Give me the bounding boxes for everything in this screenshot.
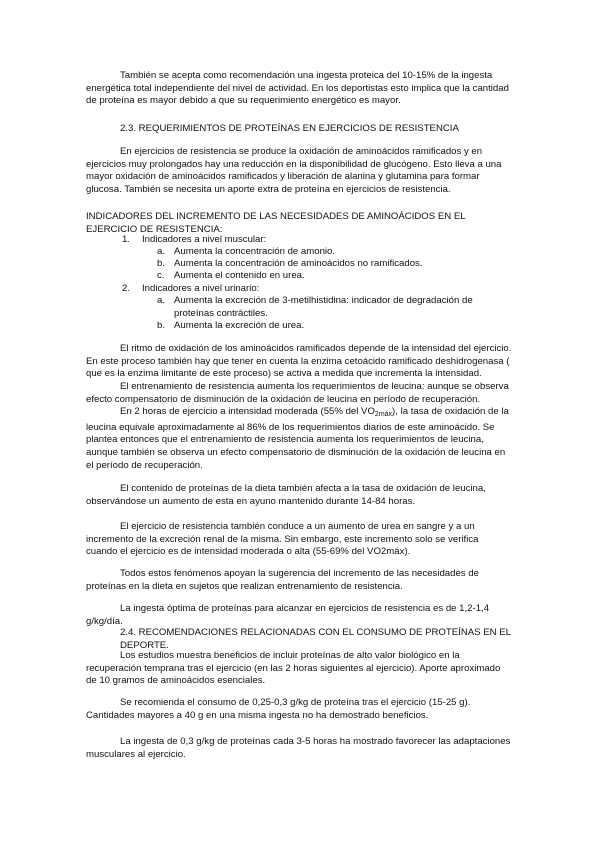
list-subitem: Aumenta la concentración de aminoácidos no ramificados. — [174, 258, 423, 269]
list-letter: b. — [157, 258, 166, 269]
paragraph-early-recovery: Los estudios muestra beneficios de incluir proteínas de alto valor biológico en la recuperación temprana tras el ejercicio (en las 2 horas siguientes al ejercicio). Aporte aproximado de 10 gramos de aminoácidos esenciales. — [86, 650, 501, 687]
paragraph-urea: El ejercicio de resistencia también conduce a un aumento de urea en sangre y a un incremento de la excreción renal de la misma. Sin embargo, este incremento solo se verifica cuando el ejercicio es de intensidad moderada o alta (55-69% del VO2máx). — [86, 521, 479, 558]
paragraph-protein-intake: También se acepta como recomendación una ingesta proteica del 10-15% de la ingesta energética total independiente del nivel de actividad. En los deportistas esto implica que la cantidad de proteína es mayor debido a que su requerimiento energético es mayor. — [86, 70, 509, 107]
list-letter: a. — [157, 246, 166, 257]
list-letter: c. — [157, 270, 165, 281]
list-number: 2. — [122, 283, 131, 294]
list-subitem: Aumenta la excreción de urea. — [174, 320, 305, 331]
list-letter: a. — [157, 295, 166, 306]
paragraph-leucine-training: El entrenamiento de resistencia aumenta los requerimientos de leucina: aunque se observa efecto compensatorio de disminución de la oxidación de leucina en período de recuperación. — [86, 381, 509, 405]
list-letter: b. — [157, 320, 166, 331]
list-item-urinary: Indicadores a nivel urinario: — [142, 283, 260, 294]
heading-2-4: 2.4. RECOMENDACIONES RELACIONADAS CON EL CONSUMO DE PROTEÍNAS EN EL DEPORTE. — [120, 627, 511, 651]
paragraph-support: Todos estos fenómenos apoyan la sugerencia del incremento de las necesidades de proteínas en la dieta en sujetos que realizan entrenamiento de resistencia. — [86, 568, 479, 592]
paragraph-oxidation-rhythm: El ritmo de oxidación de los aminoácidos ramificados depende de la intensidad del ejercicio. En este proceso también hay que tener en cuenta la enzima cetoácido ramificado deshidrogenasa ( que es la enzima limitante de este proceso) se activa a medida que incrementa la intensidad. — [86, 343, 512, 380]
paragraph-leucine-oxidation: En 2 horas de ejercicio a intensidad moderada (55% del $VO_{2máx}$), la tasa de oxidación de la leucina equivale aproximadamente al 86% de los requerimientos diarios de este aminoácido. Se plantea entonces que el entrenamiento de resistencia aumenta los requerimientos de leucina, aunque también se observa un efecto compensatorio de disminución de la oxidación de leucina en el período de recuperación. — [86, 406, 509, 471]
indicators-title: INDICADORES DEL INCREMENTO DE LAS NECESIDADES DE AMINOÁCIDOS EN EL EJERCICIO DE RESISTENCIA: — [86, 211, 466, 235]
list-subitem: Aumenta la excreción de 3-metilhistidina: indicador de degradación de proteínas contráctiles. — [174, 295, 473, 319]
paragraph-resistance-oxidation: En ejercicios de resistencia se produce la oxidación de aminoácidos ramificados y en ejercicios muy prolongados hay una reducción en la disponibilidad de glucógeno. Esto lleva a una mayor oxidación de aminoácidos ramificados y liberación de alanina y glutamina para formar glucosa. También se necesita un aporte extra de proteína en ejercicios de resistencia. — [86, 146, 502, 196]
list-subitem: Aumenta la concentración de amonio. — [174, 246, 336, 257]
list-item-muscular: Indicadores a nivel muscular: — [142, 234, 267, 245]
paragraph-optimal-intake: La ingesta óptima de proteínas para alcanzar en ejercicios de resistencia es de 1,2-1,4 g/kg/día. — [86, 603, 490, 627]
paragraph-diet-protein: El contenido de proteínas de la dieta también afecta a la tasa de oxidación de leucina, observándose un aumento de esta en ayuno mantenido durante 14-84 horas. — [86, 483, 486, 507]
paragraph-recommended-intake: Se recomienda el consumo de 0,25-0,3 g/kg de proteína tras el ejercicio (15-25 g). Cantidades mayores a 40 g en una misma ingesta no ha demostrado beneficios. — [86, 697, 471, 721]
heading-2-3: 2.3. REQUERIMIENTOS DE PROTEÍNAS EN EJERCICIOS DE RESISTENCIA — [120, 123, 459, 134]
list-subitem: Aumenta el contenido en urea. — [174, 270, 305, 281]
list-number: 1. — [122, 234, 131, 245]
paragraph-intake-frequency: La ingesta de 0,3 g/kg de proteínas cada 3-5 horas ha mostrado favorecer las adaptaciones musculares al ejercicio. — [86, 736, 511, 760]
